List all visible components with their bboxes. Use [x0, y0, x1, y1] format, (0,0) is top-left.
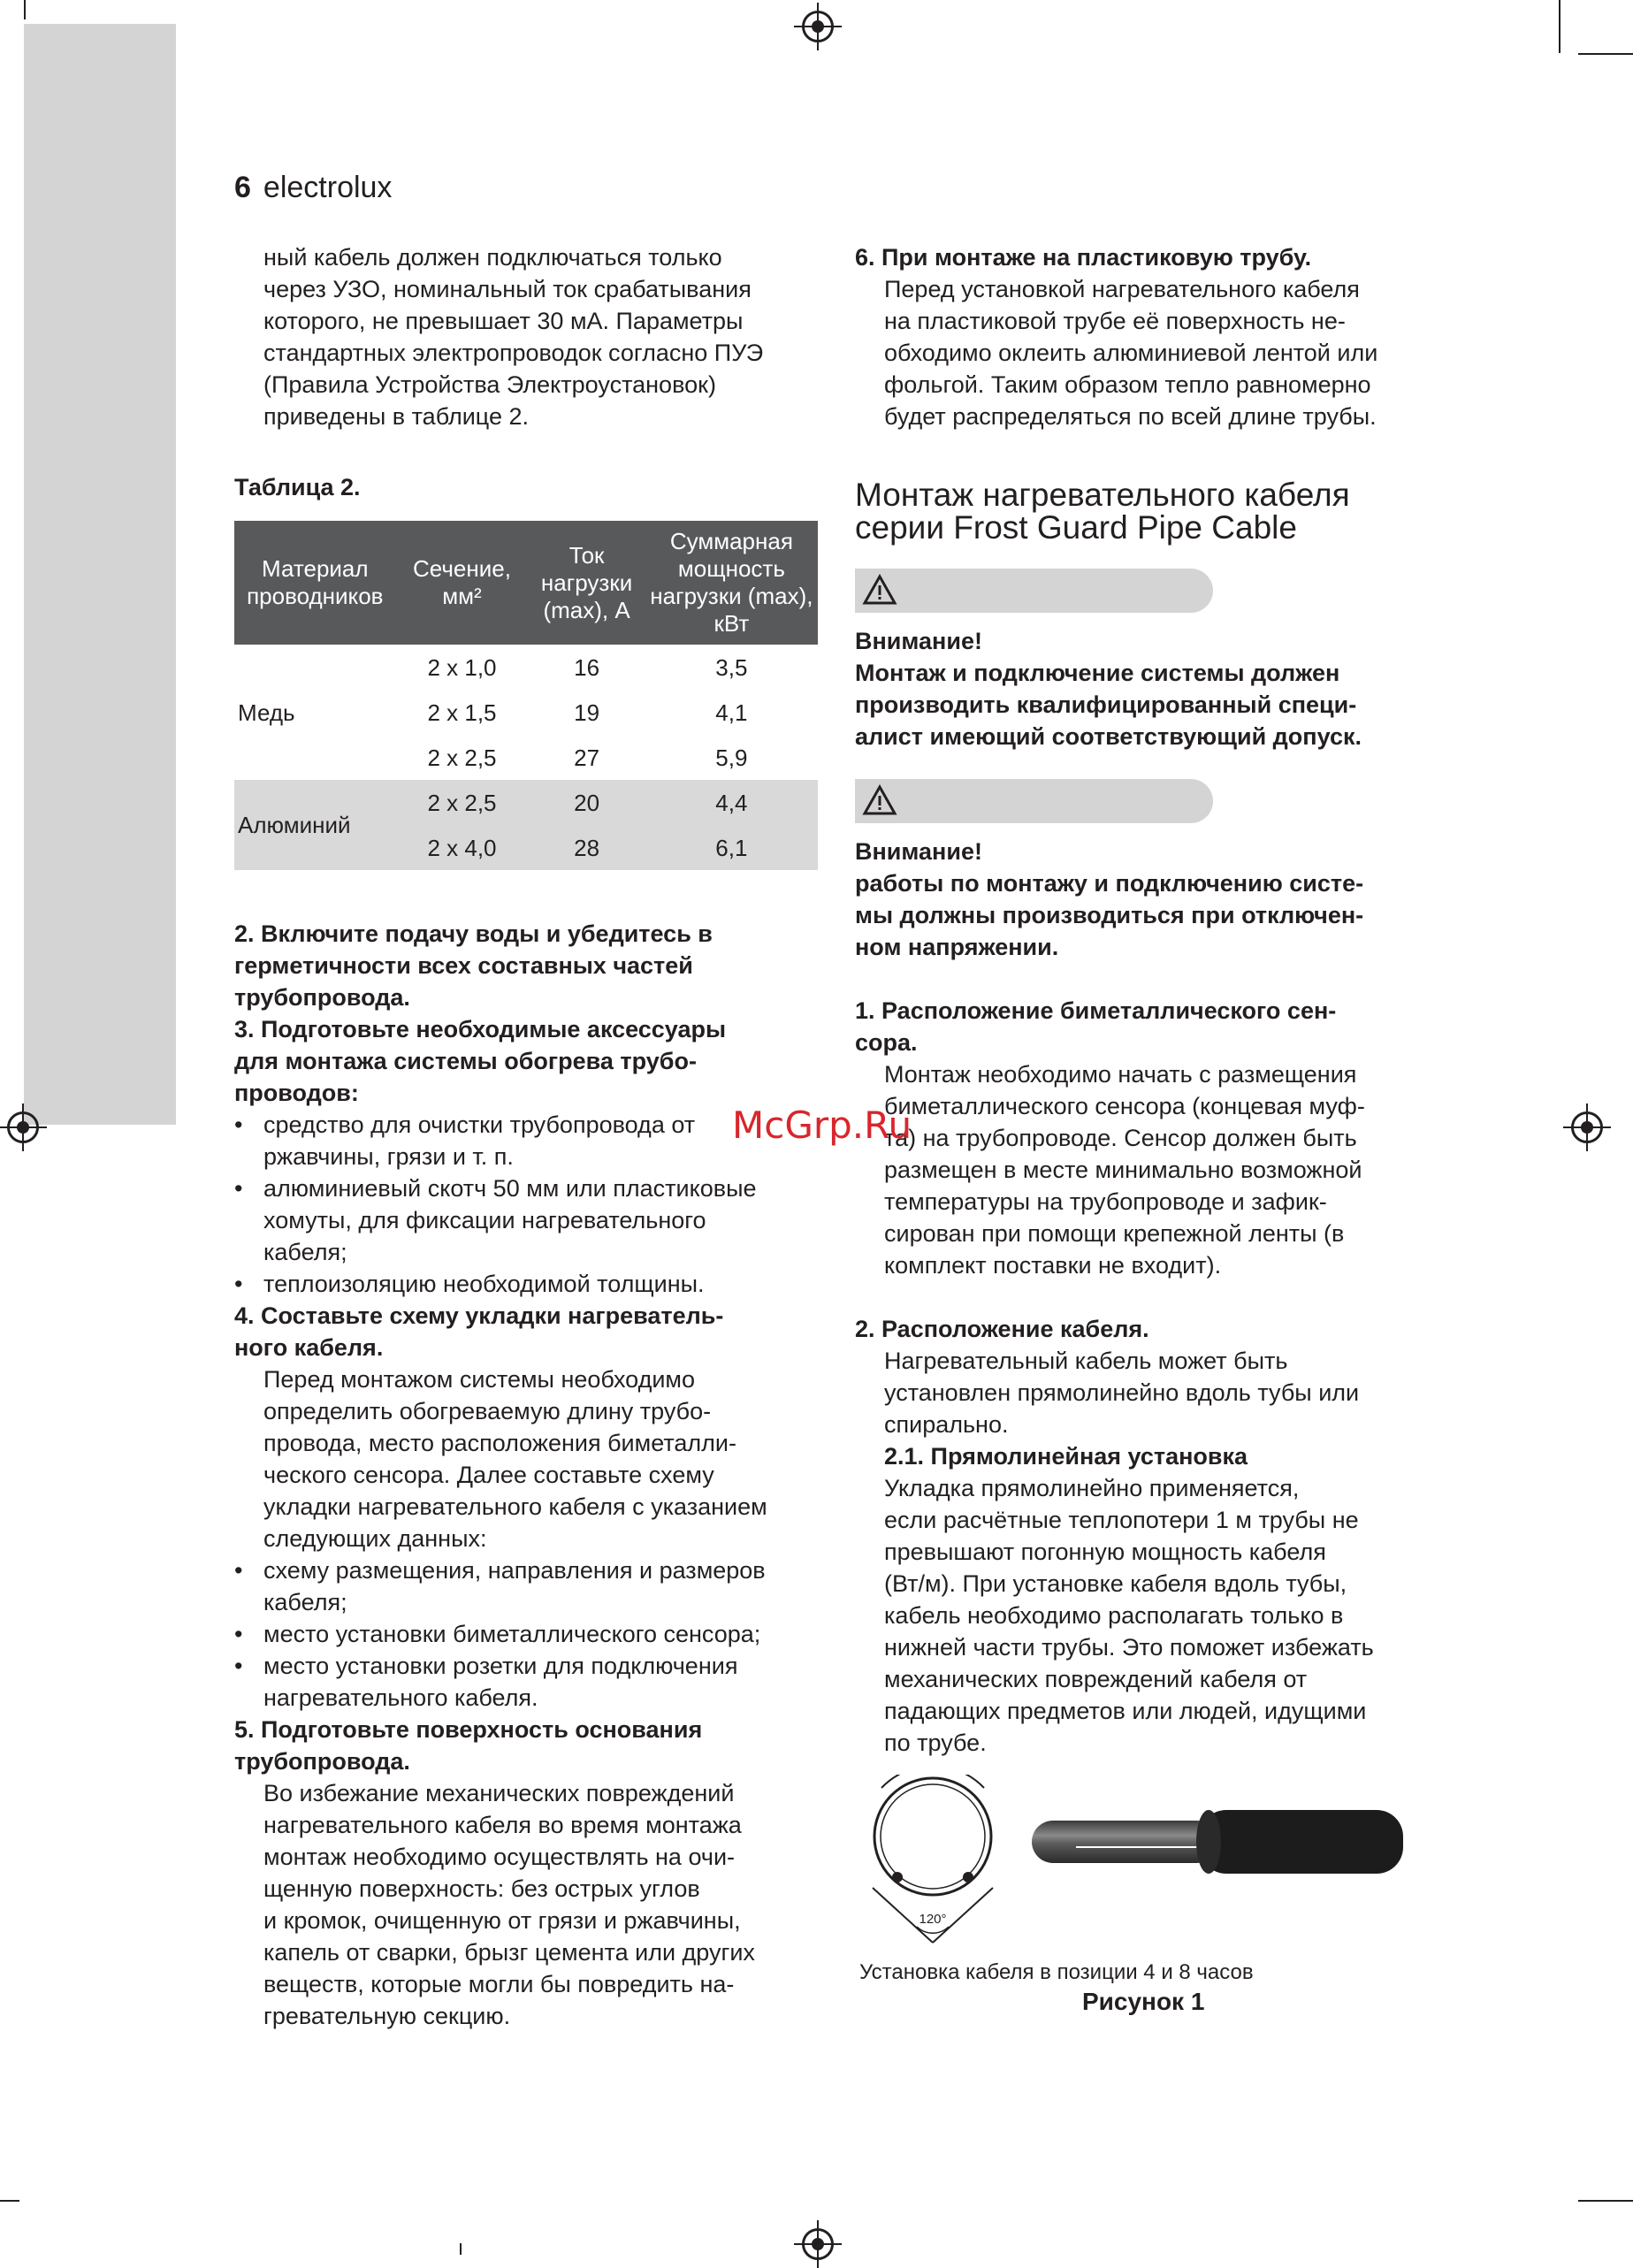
section-title	[855, 478, 1438, 544]
text-line: Монтаж необходимо начать с размещения	[884, 1061, 1357, 1088]
material-cell: Медь	[234, 645, 396, 780]
text-line: кабеля;	[263, 1239, 347, 1265]
wire-parameters-table	[234, 521, 818, 870]
step-5-text	[234, 1777, 818, 2032]
text-line: • теплоизоляцию необходимой толщины.	[263, 1271, 705, 1297]
crop-mark	[0, 2200, 19, 2202]
list-item	[234, 1618, 818, 1650]
figure-label: Рисунок 1	[1082, 1988, 1205, 2015]
list-item	[234, 1109, 818, 1172]
text-line: монтаж необходимо осуществлять на очи-	[263, 1844, 736, 1870]
text-line: по трубе.	[884, 1730, 987, 1756]
text-line: 3. Подготовьте необходимые аксессуары	[234, 1016, 727, 1042]
crop-mark	[1578, 53, 1633, 55]
text-line: температуры на трубопроводе и зафик-	[884, 1188, 1327, 1215]
text-line: 1. Расположение биметаллического сен-	[855, 997, 1337, 1024]
column-header: Материал проводников	[234, 521, 396, 645]
text-line: для монтажа системы обогрева трубо-	[234, 1048, 697, 1074]
text-line: хомуты, для фиксации нагревательного	[263, 1207, 706, 1233]
text-line: работы по монтажу и подключению систе-	[855, 870, 1364, 897]
section-cell: 2 х 2,5	[396, 735, 529, 780]
registration-mark-left-icon	[7, 1111, 39, 1143]
item-2-heading: 2. Расположение кабеля.	[855, 1316, 1149, 1342]
current-cell: 27	[528, 735, 645, 780]
crop-mark	[460, 2243, 462, 2255]
angle-label: 120°	[919, 1912, 947, 1927]
text-line: на пластиковой трубе её поверхность не-	[884, 308, 1346, 334]
power-cell: 4,1	[645, 690, 818, 735]
text-line: падающих предметов или людей, идущими	[884, 1698, 1367, 1724]
text-line: если расчётные теплопотери 1 м трубы не	[884, 1507, 1359, 1533]
left-column	[234, 241, 818, 2032]
text-line: Внимание!	[855, 838, 982, 865]
warning-triangle-icon	[862, 784, 897, 816]
text-line: спирально.	[884, 1411, 1009, 1438]
text-line: гревательную секцию.	[263, 2003, 511, 2029]
page-header	[234, 171, 392, 205]
step-6-heading: 6. При монтаже на пластиковую трубу.	[855, 244, 1312, 271]
text-line: и кромок, очищенную от грязи и ржавчины,	[263, 1907, 741, 1934]
table-row	[234, 645, 818, 690]
text-line: Перед монтажом системы необходимо	[263, 1366, 696, 1393]
text-line: нагревательного кабеля во время монтажа	[263, 1812, 742, 1838]
watermark: McGrp.Ru	[732, 1103, 912, 1147]
text-line: трубопровода.	[234, 984, 410, 1011]
column-header: Ток нагрузки (max), А	[528, 521, 645, 645]
list-item	[234, 1554, 818, 1618]
text-line: кабеля;	[263, 1589, 347, 1615]
section-cell: 2 х 1,5	[396, 690, 529, 735]
text-line: сора.	[855, 1029, 918, 1056]
text-line: • место установки биметаллического сенсора;	[263, 1621, 761, 1647]
power-cell: 5,9	[645, 735, 818, 780]
text-line: 5. Подготовьте поверхность основания	[234, 1716, 703, 1743]
warning-banner	[855, 569, 1213, 613]
warning-text-1	[855, 625, 1438, 752]
text-line: будет распределяться по всей длине трубы.	[884, 403, 1377, 430]
title-line: серии Frost Guard Pipe Cable	[855, 509, 1297, 546]
figure-1	[855, 1775, 1456, 2015]
gray-margin-band	[24, 24, 176, 1125]
column-header: Суммарная мощность нагрузки (max), кВт	[645, 521, 818, 645]
text-line: механических повреждений кабеля от	[884, 1666, 1308, 1692]
current-cell: 19	[528, 690, 645, 735]
text-line: производить квалифицированный специ-	[855, 691, 1357, 718]
power-cell: 6,1	[645, 825, 818, 870]
table-title: Таблица 2.	[234, 474, 361, 500]
current-cell: 20	[528, 780, 645, 825]
step-2-heading	[234, 918, 818, 1013]
power-cell: 4,4	[645, 780, 818, 825]
item-2-text	[855, 1345, 1438, 1759]
current-cell: 28	[528, 825, 645, 870]
list-item	[234, 1172, 818, 1268]
text-line: 4. Составьте схему укладки нагреватель-	[234, 1302, 724, 1329]
text-line: обходимо оклеить алюминиевой лентой или	[884, 340, 1378, 366]
list-item	[234, 1650, 818, 1714]
step-4-text	[234, 1363, 818, 1554]
step-4-heading	[234, 1300, 818, 1363]
warning-text-2	[855, 836, 1438, 963]
text-line: ржавчины, грязи и т. п.	[263, 1143, 514, 1170]
table-row	[234, 780, 818, 825]
text-line: ческого сенсора. Далее составьте схему	[263, 1462, 714, 1488]
text-line: герметичности всех составных частей	[234, 952, 693, 979]
title-line: Монтаж нагревательного кабеля	[855, 477, 1350, 513]
step-6-text	[855, 273, 1438, 432]
text-line: Во избежание механических повреждений	[263, 1780, 735, 1806]
text-line: • схему размещения, направления и размеров	[263, 1557, 766, 1584]
text-line: (Правила Устройства Электроустановок)	[263, 371, 716, 398]
right-column	[855, 241, 1438, 2015]
crop-mark	[24, 0, 26, 19]
current-cell: 16	[528, 645, 645, 690]
text-line: Внимание!	[855, 628, 982, 654]
page-number: 6	[234, 171, 251, 204]
text-line: трубопровода.	[234, 1748, 410, 1775]
column-header: Сечение, мм²	[396, 521, 529, 645]
brand-name: electrolux	[263, 171, 393, 204]
text-line: ного кабеля.	[234, 1334, 384, 1361]
text-line: приведены в таблице 2.	[263, 403, 529, 430]
text-line: определить обогреваемую длину трубо-	[263, 1398, 712, 1424]
section-cell: 2 х 1,0	[396, 645, 529, 690]
text-line: размещен в месте минимально возможной	[884, 1157, 1362, 1183]
material-cell: Алюминий	[234, 780, 396, 870]
text-line: биметаллического сенсора (концевая муф-	[884, 1093, 1365, 1119]
item-1-text	[855, 1058, 1438, 1281]
text-line: кабель необходимо располагать только в	[884, 1602, 1344, 1629]
text-line: та) на трубопроводе. Сенсор должен быть	[884, 1125, 1357, 1151]
step-3-heading	[234, 1013, 818, 1109]
pipe-cable-illustration	[855, 1775, 1456, 1951]
text-line: капель от сварки, брызг цемента или других	[263, 1939, 755, 1966]
item-1-heading	[855, 995, 1438, 1058]
text-line: проводов:	[234, 1080, 359, 1106]
text-line: которого, не превышает 30 мА. Параметры	[263, 308, 744, 334]
text-line: фольгой. Таким образом тепло равномерно	[884, 371, 1371, 398]
text-line: алист имеющий соответствующий допуск.	[855, 723, 1362, 750]
power-cell: 3,5	[645, 645, 818, 690]
registration-mark-right-icon	[1571, 1111, 1603, 1143]
text-line: через УЗО, номинальный ток срабатывания	[263, 276, 752, 302]
text-line: следующих данных:	[263, 1525, 487, 1552]
text-line: мы должны производиться при отключен-	[855, 902, 1364, 928]
text-line: (Вт/м). При установке кабеля вдоль тубы,	[884, 1570, 1347, 1597]
list-item	[234, 1268, 818, 1300]
text-line: щенную поверхность: без острых углов	[263, 1875, 700, 1902]
registration-mark-top-icon	[802, 11, 834, 42]
text-line: стандартных электропроводок согласно ПУЭ	[263, 340, 764, 366]
text-line: превышают погонную мощность кабеля	[884, 1539, 1326, 1565]
text-line: Укладка прямолинейно применяется,	[884, 1475, 1300, 1501]
text-line: установлен прямолинейно вдоль тубы или	[884, 1379, 1360, 1406]
warning-banner	[855, 779, 1213, 823]
text-line: • средство для очистки трубопровода от	[263, 1111, 696, 1138]
text-line: укладки нагревательного кабеля с указанием	[263, 1493, 767, 1520]
step-5-heading	[234, 1714, 818, 1777]
text-line: нагревательного кабеля.	[263, 1684, 538, 1711]
registration-mark-bottom-icon	[802, 2228, 834, 2260]
crop-mark	[1578, 2200, 1633, 2202]
text-line: Монтаж и подключение системы должен	[855, 660, 1340, 686]
figure-caption: Установка кабеля в позиции 4 и 8 часов	[859, 1960, 1254, 1984]
warning-triangle-icon	[862, 574, 897, 606]
text-line: Перед установкой нагревательного кабеля	[884, 276, 1360, 302]
text-line: • место установки розетки для подключения	[263, 1653, 738, 1679]
section-cell: 2 х 4,0	[396, 825, 529, 870]
intro-paragraph	[234, 241, 818, 432]
text-line: нижней части трубы. Это поможет избежать	[884, 1634, 1374, 1661]
text-line: веществ, которые могли бы повредить на-	[263, 1971, 735, 1997]
crop-mark	[1559, 0, 1561, 53]
text-line: • алюминиевый скотч 50 мм или пластиковые	[263, 1175, 757, 1202]
text-line: ном напряжении.	[855, 934, 1059, 960]
text-line: комплект поставки не входит).	[884, 1252, 1222, 1279]
text-line: провода, место расположения биметалли-	[263, 1430, 736, 1456]
section-cell: 2 х 2,5	[396, 780, 529, 825]
text-line: сирован при помощи крепежной ленты (в	[884, 1220, 1345, 1247]
text-line: Нагревательный кабель может быть	[884, 1348, 1288, 1374]
text-line: 2. Включите подачу воды и убедитесь в	[234, 920, 713, 947]
item-2-1-heading: 2.1. Прямолинейная установка	[884, 1443, 1248, 1470]
text-line: ный кабель должен подключаться только	[263, 244, 722, 271]
